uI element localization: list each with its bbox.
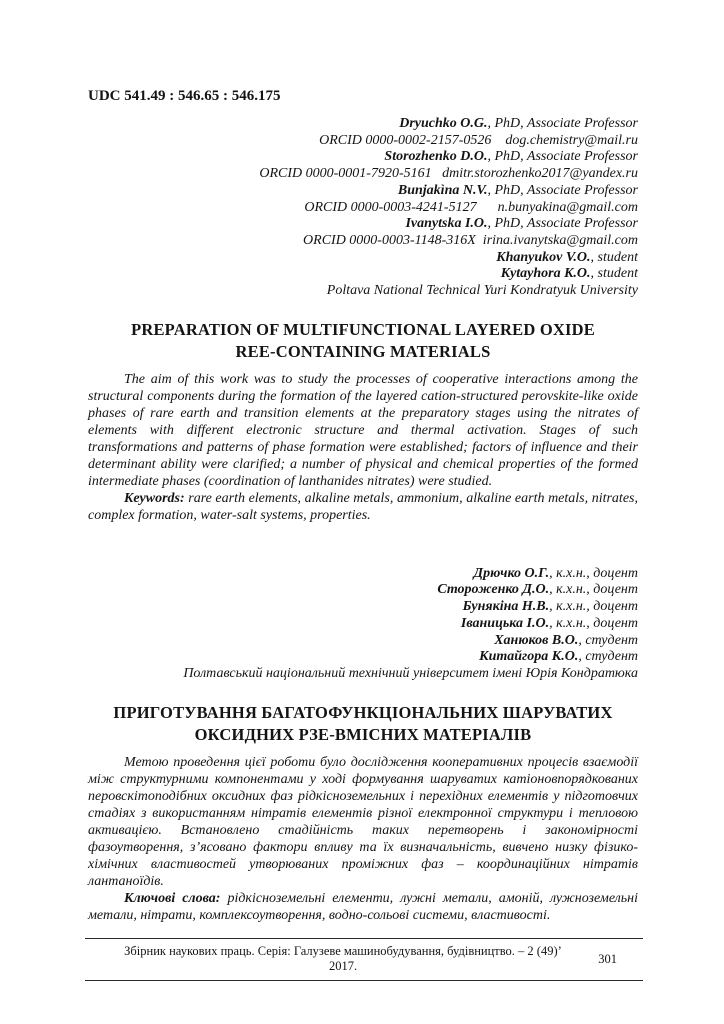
author-orcid-line: ORCID 0000-0003-1148-316X irina.ivanytska@gmail.com <box>303 232 638 248</box>
journal-title: Збірник наукових праць. Серія: Галузеве машинобудування, будівництво. – 2 (49)’ 2017. <box>124 944 562 973</box>
author-name-line <box>88 266 638 283</box>
author-name-line <box>88 183 638 200</box>
page-footer <box>85 938 643 981</box>
authors-block-uk <box>88 566 638 683</box>
authors-block-en <box>88 116 638 300</box>
author-name: Ivanytska I.O. <box>405 216 488 232</box>
affiliation-en: Poltava National Technical Yuri Kondratyuk University <box>326 283 638 299</box>
author-name: Китайгора К.О. <box>479 649 579 665</box>
title-uk: ПРИГОТУВАННЯ БАГАТОФУНКЦІОНАЛЬНИХ ШАРУВАТИХ ОКСИДНИХ РЗЕ-ВМІСНИХ МАТЕРІАЛІВ <box>113 702 613 744</box>
affiliation-uk: Полтавський національний технічний університет імені Юрія Кондратюка <box>183 665 638 681</box>
abstract-uk: Метою проведення цієї роботи було дослідження кооперативних процесів взаємодії між структурними компонентами у ході формування шаруватих катіоновпорядкованих перовскітоподібних оксидних фаз рідкісноземельних і перехідних елементів у підготовчих стадіях з використанням нітратів елементів різної електронної структури і тепловою активацією. Встановлено стадійність таких перетворень і закономірності фазоутворення, з’ясовано фактори впливу та їх визначальність, вивчено низку фізико-хімічних властивостей утворюваних проміжних фаз – координаційних нітратів лантаноїдів. <box>88 754 638 889</box>
author-name-line <box>88 149 638 166</box>
author-name-line <box>88 599 638 616</box>
keywords-text-en: rare earth elements, alkaline metals, ammonium, alkaline earth metals, nitrates, complex formation, water-salt systems, properties. <box>88 490 638 523</box>
author-role: , student <box>590 249 638 265</box>
author-name: Дрючко О.Г. <box>473 565 550 581</box>
author-role: , студент <box>578 649 638 665</box>
author-name: Bunjakìna N.V. <box>397 182 488 198</box>
keywords-en <box>88 490 638 524</box>
keywords-text-uk: рідкісноземельні елементи, лужні метали, амоній, лужноземельні метали, нітрати, комплексоутворення, водно-сольові системи, властивості. <box>88 890 638 923</box>
author-name: Khanyukov V.O. <box>496 249 591 265</box>
author-role: , PhD, Associate Professor <box>487 149 638 165</box>
keywords-uk <box>88 890 638 924</box>
author-role: , PhD, Associate Professor <box>487 116 638 131</box>
author-name: Dryuchko O.G. <box>399 116 488 131</box>
author-orcid-line: ORCID 0000-0001-7920-5161 dmitr.storozhenko2017@yandex.ru <box>259 166 638 182</box>
title-en: PREPARATION OF MULTIFUNCTIONAL LAYERED OXIDE REE-CONTAINING MATERIALS <box>131 319 595 361</box>
author-role: , к.х.н., доцент <box>549 582 638 598</box>
author-name: Бунякіна Н.В. <box>462 599 550 615</box>
udc-number: UDC 541.49 : 546.65 : 546.175 <box>88 88 281 104</box>
author-name: Іваницька І.О. <box>460 615 550 631</box>
author-role: , PhD, Associate Professor <box>487 216 638 232</box>
author-name-line <box>88 566 638 583</box>
keywords-label-en: Keywords: <box>124 490 185 506</box>
author-name: Ханюков В.О. <box>494 632 579 648</box>
author-orcid-line: ORCID 0000-0003-4241-5127 n.bunyakina@gmail.com <box>304 199 638 215</box>
author-name-line <box>88 582 638 599</box>
author-name-line <box>88 649 638 666</box>
keywords-label-uk: Ключові слова: <box>124 890 221 906</box>
author-name: Storozhenko D.O. <box>384 149 488 165</box>
author-name-line <box>88 616 638 633</box>
author-name-line <box>88 250 638 267</box>
author-name-line <box>88 633 638 650</box>
author-role: , student <box>590 266 638 282</box>
abstract-en: The aim of this work was to study the processes of cooperative interactions among the structural components during the formation of the layered cation-structured perovskite-like oxide phases of rare earth and transition elements at the preparatory stages using the nitrates of elements with different electronic structure and thermal activation. Stages of such transformations and patterns of phase formation were established; factors of influence and their determinant ability were clarified; a number of physical and chemical properties of the formed intermediate phases (coordination of lanthanides nitrates) were studied. <box>88 371 638 489</box>
author-role: , студент <box>578 632 638 648</box>
author-role: , к.х.н., доцент <box>549 565 638 581</box>
page-number: 301 <box>598 951 617 966</box>
author-name-line <box>88 116 638 133</box>
author-role: , PhD, Associate Professor <box>487 182 638 198</box>
author-name: Kytayhora K.O. <box>500 266 591 282</box>
author-name: Стороженко Д.О. <box>437 582 550 598</box>
author-role: , к.х.н., доцент <box>549 615 638 631</box>
author-name-line <box>88 216 638 233</box>
author-role: , к.х.н., доцент <box>549 599 638 615</box>
author-orcid-line: ORCID 0000-0002-2157-0526 dog.chemistry@mail.ru <box>319 132 638 148</box>
